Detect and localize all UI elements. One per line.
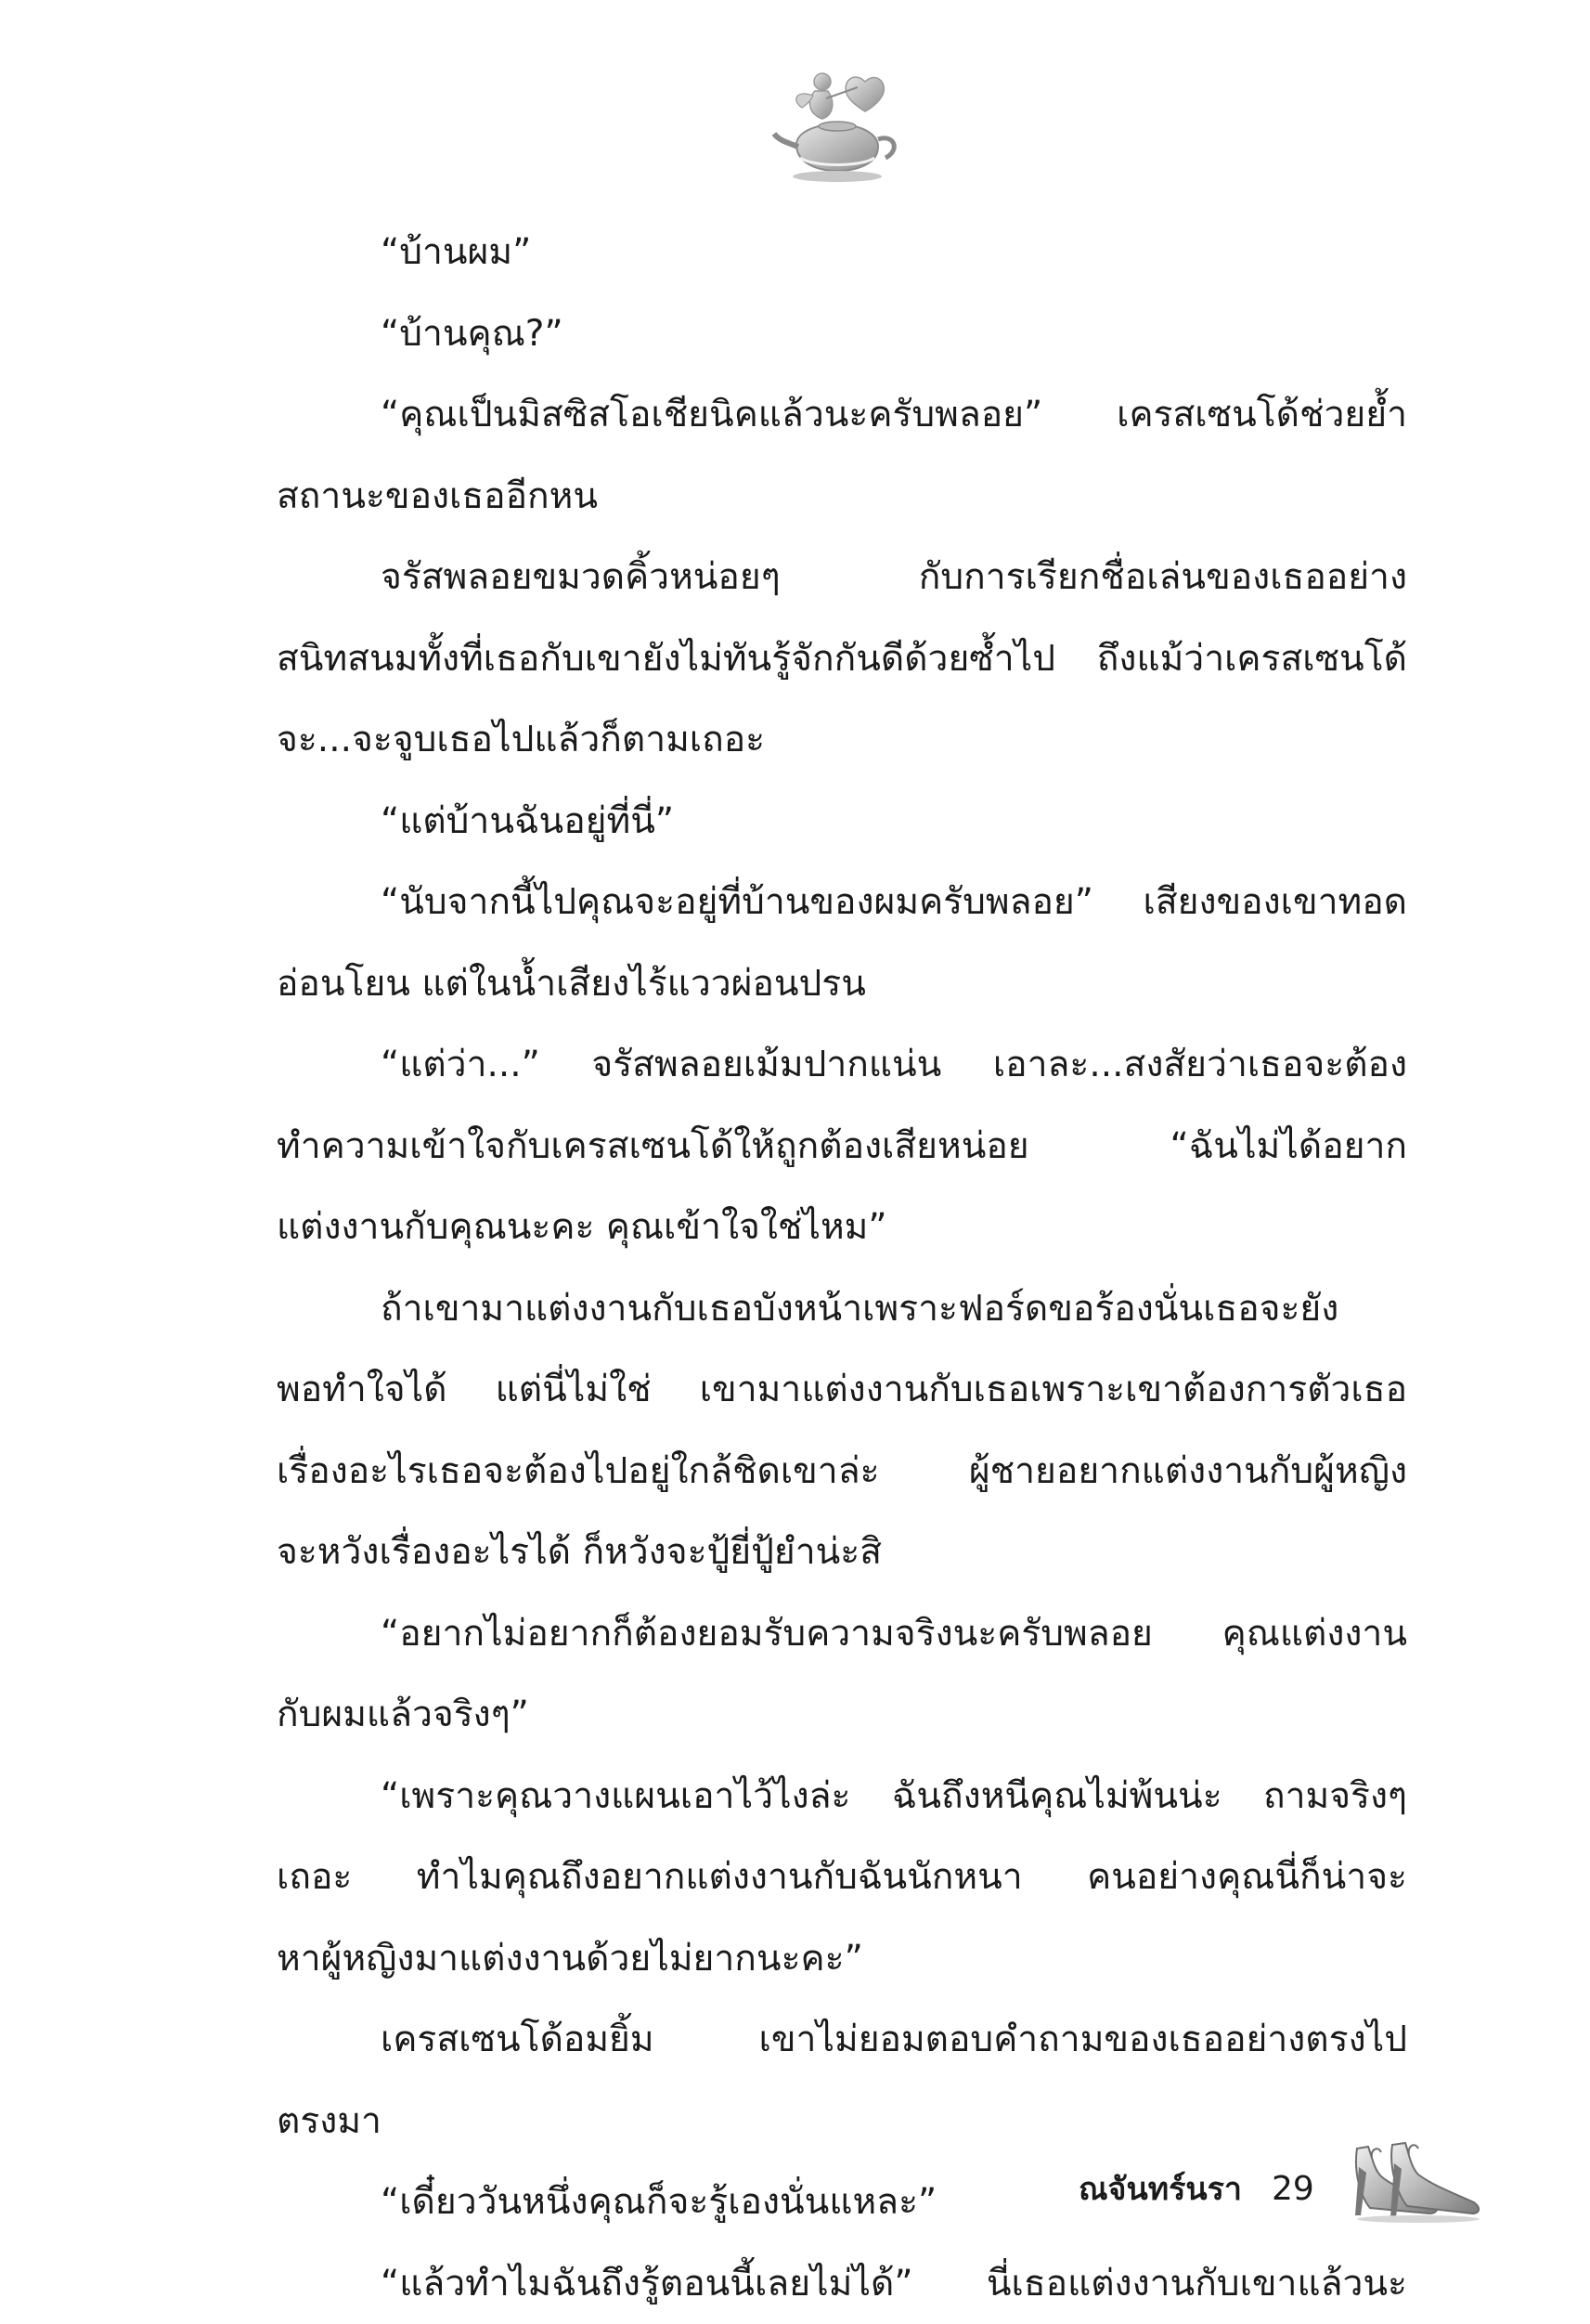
footer-author: ณจันทร์นรา [1079,2162,1242,2217]
text-line: “คุณเป็นมิสซิสโอเชียนิคแล้วนะครับพลอย” เครสเซนโด้ช่วยย้ำ [277,374,1407,456]
text-line: “บ้านคุณ?” [277,293,1407,375]
teapot-cupid-emblem-icon [769,54,908,193]
text-line: “แต่ว่า...” จรัสพลอยเม้มปากแน่น เอาละ...สงสัยว่าเธอจะต้อง [277,1024,1407,1106]
text-line: “เพราะคุณวางแผนเอาไว้ไงล่ะ ฉันถึงหนีคุณไม่พ้นน่ะ ถามจริงๆ [277,1756,1407,1837]
text-line: เรื่องอะไรเธอจะต้องไปอยู่ใกล้ชิดเขาล่ะ ผู้ชายอยากแต่งงานกับผู้หญิง [277,1431,1407,1513]
page-number: 29 [1272,2162,1314,2217]
text-line: ทำความเข้าใจกับเครสเซนโด้ให้ถูกต้องเสียหน่อย “ฉันไม่ได้อยาก [277,1106,1407,1188]
text-line: กับผมแล้วจริงๆ” [277,1674,1407,1756]
text-line: “แล้วทำไมฉันถึงรู้ตอนนี้เลยไม่ได้” นี่เธอแต่งงานกับเขาแล้วนะ [277,2243,1407,2324]
text-line: “เดี๋ยววันหนึ่งคุณก็จะรู้เองนั่นแหละ” [277,2162,1407,2243]
text-line: หาผู้หญิงมาแต่งงานด้วยไม่ยากนะคะ” [277,1918,1407,2000]
text-line: เครสเซนโด้อมยิ้ม เขาไม่ยอมตอบคำถามของเธออย่างตรงไป [277,1999,1407,2081]
text-line: แต่งงานกับคุณนะคะ คุณเข้าใจใช่ไหม” [277,1187,1407,1268]
text-line: จรัสพลอยขมวดคิ้วหน่อยๆ กับการเรียกชื่อเล่นของเธออย่าง [277,537,1407,618]
text-line: จะหวังเรื่องอะไรได้ ก็หวังจะปู้ยี่ปู้ยำน่ะสิ [277,1512,1407,1593]
text-line: เถอะ ทำไมคุณถึงอยากแต่งงานกับฉันนักหนา คนอย่างคุณนี่ก็น่าจะ [277,1837,1407,1918]
text-line: ถ้าเขามาแต่งงานกับเธอบังหน้าเพราะฟอร์ดขอร้องนั่นเธอจะยัง [277,1268,1407,1350]
text-line: สนิทสนมทั้งที่เธอกับเขายังไม่ทันรู้จักกันดีด้วยซ้ำไป ถึงแม้ว่าเครสเซนโด้ [277,618,1407,700]
text-line: ตรงมา [277,2081,1407,2162]
text-line: “แต่บ้านฉันอยู่ที่นี่” [277,781,1407,863]
text-line: “อยากไม่อยากก็ต้องยอมรับความจริงนะครับพลอย คุณแต่งงาน [277,1593,1407,1675]
text-line: อ่อนโยน แต่ในน้ำเสียงไร้แววผ่อนปรน [277,943,1407,1025]
story-text [277,212,1407,2324]
text-line: พอทำใจได้ แต่นี่ไม่ใช่ เขามาแต่งงานกับเธอเพราะเขาต้องการตัวเธอ [277,1349,1407,1431]
text-line: สถานะของเธออีกหน [277,456,1407,538]
text-line: “นับจากนี้ไปคุณจะอยู่ที่บ้านของผมครับพลอย” เสียงของเขาทอด [277,862,1407,943]
text-line: จะ...จะจูบเธอไปแล้วก็ตามเถอะ [277,699,1407,781]
text-line: “บ้านผม” [277,212,1407,293]
high-heels-icon [1344,2136,1483,2224]
